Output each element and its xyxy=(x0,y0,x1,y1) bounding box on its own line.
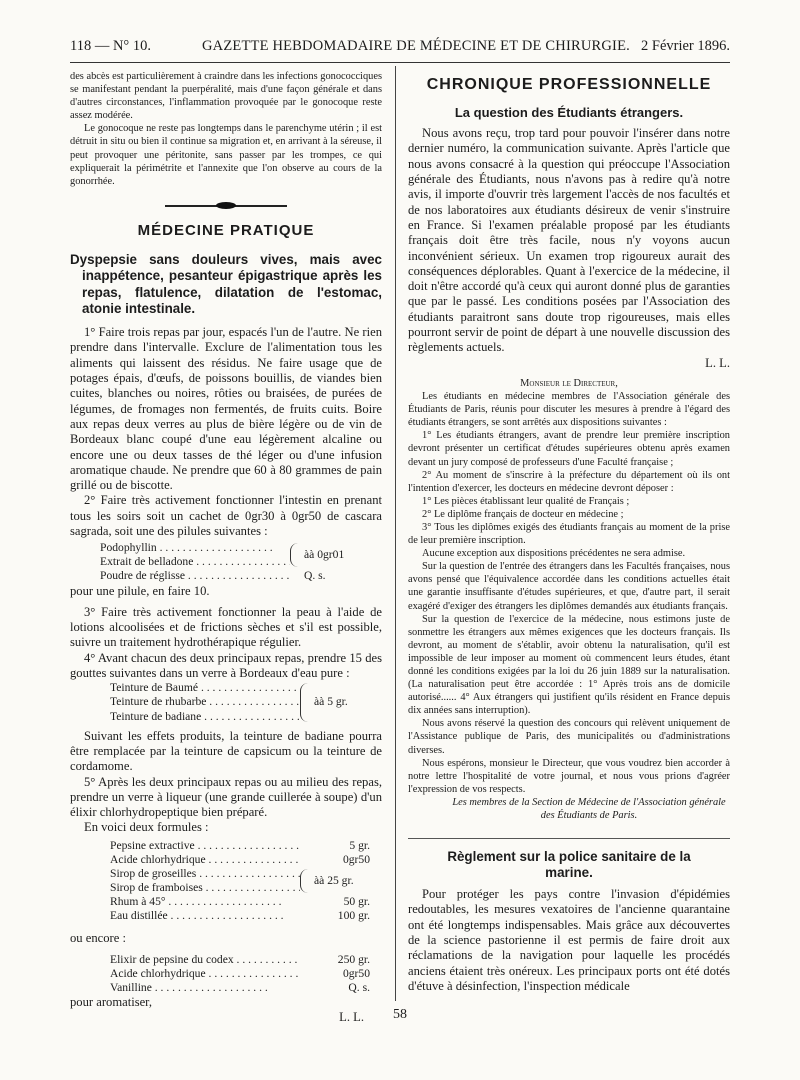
letter-para: 1° Les étudiants étrangers, avant de prendre leur première inscription devront présenter un certificat d'études supérieures obtenu après examen devant un jury composé de professeurs d'une Faculté française ; xyxy=(408,430,730,468)
letter-para: 2° Le diplôme français de docteur en médecine ; xyxy=(422,508,624,520)
rx-item-name: Pepsine extractive . . . xyxy=(110,839,300,853)
rx-item-name: Teinture de badiane . . . xyxy=(110,710,300,724)
article-subtitle-etudiants: La question des Étudiants étrangers. xyxy=(454,105,684,121)
prescription-pills xyxy=(100,541,382,583)
letter-para: Les étudiants en médecine membres de l'Association générale des Étudiants de Paris, réunis pour discuter les mesures à prendre à l'égard des étudiants étrangers, se sont arrêtés aux dispositions suivantes : xyxy=(408,391,730,429)
section-title-chronique: CHRONIQUE PROFESSIONNELLE xyxy=(426,76,712,93)
rx-item-amount: Q. s. xyxy=(304,569,326,583)
left-column xyxy=(70,70,382,1025)
paragraph-4: 4° Avant chacun des deux principaux repas, prendre 15 des gouttes suivantes dans un verre à Bordeaux d'eau pure : xyxy=(70,650,382,681)
rx-item-amount: àà 0gr01 xyxy=(304,548,345,562)
letter-para: 1° Les pièces établissant leur qualité de Français ; xyxy=(422,495,630,507)
rx-item-name: Acide chlorhydrique . . . xyxy=(110,967,300,981)
paragraph-5: Suivant les effets produits, la teinture de badiane pourra être remplacée par la teinture de capsicum ou la teinture de cordamome. xyxy=(70,728,382,774)
rx-item-name: Teinture de rhubarbe . . . xyxy=(110,695,300,709)
rx-item-amount: 50 gr. xyxy=(343,895,370,909)
rx-item-amount: àà 25 gr. xyxy=(314,873,354,887)
issue-date: 2 Février 1896. xyxy=(641,38,730,54)
section-title-medecine-pratique: MÉDECINE PRATIQUE xyxy=(137,221,315,239)
intro-paragraph-2: Le gonocoque ne reste pas longtemps dans le parenchyme utérin ; il est détruit in situ ou bien il continue sa migration et, en arrivant à la séreuse, il peut provoquer une péritonite, sans passer par les trompes, ce qui expliquerait la périmétrite et l'annexite que l'on observe au cours de la gonorrhée. xyxy=(70,123,382,187)
letter-para: Sur la question de l'exercice de la médecine, nous estimons juste de sonmettre les étrangers aux mêmes exigences que les docteurs français. Ils devront, au moment de s'établir, avoir obtenu la naturalisation, qu'il est impossible de leur imposer au moment où commencent leurs études, étant donné les conditions exigées par la loi du 26 juin 1889 sur la naturalisation. (La naturalisation peut être accordée : 1° Après trois ans de domicile autorisé...... 4° Aux étrangers qui justifient qu'ils résident en France depuis dix années sans interruption). xyxy=(408,613,730,717)
prescription-drops xyxy=(110,681,382,723)
rx-item-amount: 100 gr. xyxy=(337,909,370,923)
journal-title: GAZETTE HEBDOMADAIRE DE MÉDECINE ET DE CHIRURGIE. xyxy=(202,38,630,54)
or-else: ou encore : xyxy=(70,931,126,946)
editor-note: Nous avons reçu, trop tard pour pouvoir l'insérer dans notre dernier numéro, la communication suivante. Après l'article que nous avons consacré à la question qui préoccupe l'Association générale des Étudiants, nous n'avons pas à redire qu'à notre avis, il importe d'ouvrir très largement l'accès de nos facultés et de nos laboratoires aux étudiants désireux de venir s'instruire en France. Si l'examen préalable proposé par les étudiants français doit être très facile, nous n'y voyons aucun inconvénient sérieux. Un examen trop rigoureux aurait des conséquences déplorables. Quant à l'exercice de la médecine, il doit n'être accordé qu'à ceux qui auront donné plus de garanties que par le passé. Les conditions posées par l'Association des étudiants paraitront sans doute trop rigoureuses, mais elles pourront servir de point de départ à une nouvelle discussion des règlements actuels. xyxy=(408,126,730,355)
column-separator xyxy=(395,66,396,1001)
article-subtitle-marine: Règlement sur la police sanitaire de la marine. xyxy=(447,849,691,881)
paragraph-1: 1° Faire trois repas par jour, espacés l'un de l'autre. Ne rien prendre dans l'intervalle. Exclure de l'alimentation tous les aliments qui laissent des résidus. Ne faire usage que de potages épais, d'œufs, de poissons bouillis, de viandes bien cuites, blanches ou noires, rôties ou braisées, de purées de légumes, de fromages non fermentés, de fruits cuits. Boire aux repas deux verres au plus de bière légère ou de vin de Bordeaux blanc coupé d'une eau légèrement alcaline ou encore une ou deux tasses de thé léger ou d'une infusion aromatique chaude. Ne prendre que 60 à 80 grammes de pain grillé ou de biscotte. xyxy=(70,325,382,493)
rx-item-amount: àà 5 gr. xyxy=(314,695,348,709)
brace xyxy=(290,543,300,567)
aromatize-note: pour aromatiser, xyxy=(70,994,153,1009)
letter-para: 3° Tous les diplômes exigés des étudiants français au moment de la prise de leur première inscription. xyxy=(408,521,730,547)
letter-para: Nous espérons, monsieur le Directeur, que vous voudrez bien accorder à notre lettre l'hospitalité de votre journal, et nous vous prions d'agréer l'expression de vos respects. xyxy=(408,757,730,795)
letter-para: Sur la question de l'entrée des étrangers dans les Facultés françaises, nous avons pensé que l'équivalence accordée dans les conditions actuelles était une garantie insuffisante d'études supérieures, et que, d'autre part, il serait exagéré d'exiger des étrangers les diplômes demandés aux étudiants français. xyxy=(408,561,730,612)
rx-item-name: Podophyllin . . . xyxy=(100,541,290,555)
rx-item-amount: 0gr50 xyxy=(342,966,370,980)
article-divider xyxy=(408,838,730,839)
pill-instruction: pour une pilule, en faire 10. xyxy=(70,583,210,598)
rx-item-name: Sirop de groseilles . . . xyxy=(110,867,300,881)
marine-paragraph: Pour protéger les pays contre l'invasion d'épidémies redoutables, les mesures vexatoires de l'ancienne quarantaine ont été longtemps indispensables. Mais grâce aux découvertes de la science pastorienne il est permis de faire droit aux réclamations de la navigation pour laquelle les procédés anciens étaient très onéreux. Les principaux ports ont été dotés d'étuve à désinfection, l'inspection médicale xyxy=(408,887,730,993)
left-signature: L. L. xyxy=(339,1010,364,1025)
letter-salutation: Monsieur le Directeur, xyxy=(520,377,618,389)
paragraph-6: 5° Après les deux principaux repas ou au milieu des repas, prendre un verre à liqueur (une grande cuillerée à soupe) d'un élixir chlorhydropeptique bien préparé. xyxy=(70,774,382,820)
rx-item-amount: 0gr50 xyxy=(342,852,370,866)
rx-item-name: Teinture de Baumé . . . xyxy=(110,681,300,695)
rx-item-amount: Q. s. xyxy=(348,980,370,994)
letter-para: 2° Au moment de s'inscrire à la préfecture du département où ils ont l'intention d'exercer, les docteurs en médecine devront déposer : xyxy=(408,469,730,494)
article-subtitle: Dyspepsie sans douleurs vives, mais avec inappétence, pesanteur épigastrique après les repas, flatulence, dilatation de l'estomac, atonie intestinale. xyxy=(70,251,382,316)
right-column xyxy=(408,70,730,994)
intro-paragraph-1: des abcès est particulièrement à craindre dans les infections gonococciques se manifestant pendant la puerpéralité, mais d'une façon générale et dans d'autres circonstances, l'inflammation provoquée par le gonocoque reste assez modérée. xyxy=(70,71,382,122)
rx-item-name: Eau distillée . . . xyxy=(110,909,300,923)
letter-para: Aucune exception aux dispositions précédentes ne sera admise. xyxy=(422,548,686,560)
page-header xyxy=(70,38,730,60)
paragraph-3: 3° Faire très activement fonctionner la peau à l'aide de lotions alcoolisées et de frictions sèches et s'il est possible, suivre un traitement hydrothérapique régulier. xyxy=(70,604,382,650)
ornament-separator xyxy=(70,200,382,212)
issue-number: 118 — N° 10. xyxy=(70,38,151,54)
prescription-elixir-2 xyxy=(110,953,382,995)
paragraph-2: 2° Faire très activement fonctionner l'intestin en prenant tous les soirs soit un cachet de 0gr30 à 0gr50 de cascara sagrada, soit une des pilules suivantes : xyxy=(70,493,382,538)
brace xyxy=(300,869,310,893)
rx-item-name: Elixir de pepsine du codex . . . xyxy=(110,953,300,967)
rx-item-amount: 250 gr. xyxy=(337,952,370,966)
letter-signature: Les membres de la Section de Médecine de l'Association générale des Étudiants de Paris. xyxy=(452,796,726,822)
page-number: 58 xyxy=(393,1007,407,1022)
letter-para: Nous avons réservé la question des concours qui relèvent uniquement de l'Assistance publique de Paris, des municipalités ou d'administrations diverses. xyxy=(408,718,730,756)
header-rule xyxy=(70,62,730,63)
rx-item-name: Acide chlorhydrique . . . xyxy=(110,853,300,867)
rx-item-name: Rhum à 45° . . . xyxy=(110,895,300,909)
prescription-elixir-1 xyxy=(110,839,382,924)
formulas-intro: En voici deux formules : xyxy=(84,820,209,835)
rx-item-name: Extrait de belladone . . . xyxy=(100,555,290,569)
rx-item-name: Poudre de réglisse . . . xyxy=(100,569,290,583)
rx-item-amount: 5 gr. xyxy=(349,838,370,852)
editor-signature: L. L. xyxy=(705,355,730,370)
brace xyxy=(300,683,310,721)
rx-item-name: Sirop de framboises . . . xyxy=(110,881,300,895)
rx-item-name: Vanilline . . . xyxy=(110,981,300,995)
